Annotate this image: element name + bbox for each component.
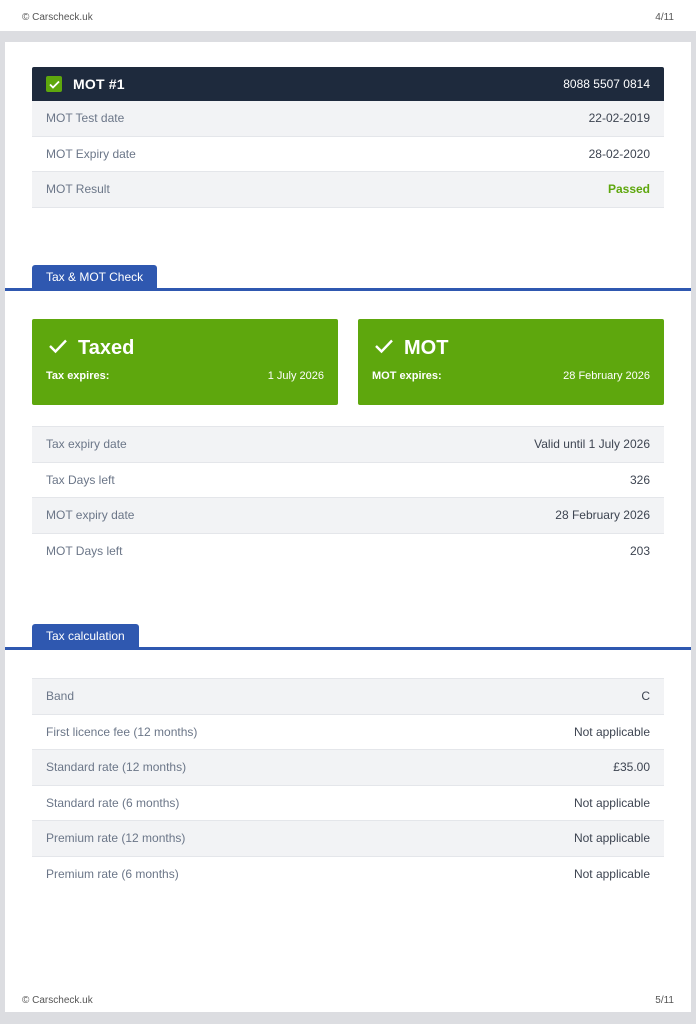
row-label: Tax Days left	[46, 472, 115, 487]
taxed-status-card	[32, 319, 338, 405]
row-label: Standard rate (12 months)	[46, 760, 187, 775]
mot-status-card	[358, 319, 664, 405]
row-label: Tax expiry date	[46, 437, 127, 452]
mot-row-expiry-date	[32, 137, 664, 173]
table-row	[32, 427, 664, 463]
table-row	[32, 498, 664, 534]
row-value: 22-02-2019	[588, 111, 650, 126]
mot-result-value: Passed	[607, 182, 650, 197]
row-value: 326	[629, 472, 650, 487]
row-value: Not applicable	[573, 795, 650, 810]
row-value: Not applicable	[573, 724, 650, 739]
section-divider	[5, 288, 691, 291]
row-value: 203	[629, 544, 650, 559]
row-label: Premium rate (6 months)	[46, 867, 179, 882]
tax-expires-label: Tax expires:	[46, 370, 110, 382]
tab-tax-mot-check: Tax & MOT Check	[32, 265, 157, 289]
mot-title: MOT	[404, 337, 449, 359]
row-label: Band	[46, 689, 75, 704]
mot-card-header	[32, 67, 664, 101]
row-value: £35.00	[613, 760, 650, 775]
row-label: MOT Days left	[46, 544, 123, 559]
tab-tax-calculation: Tax calculation	[32, 624, 139, 648]
tax-calculation-table	[32, 678, 664, 892]
row-value: Not applicable	[573, 831, 650, 846]
table-row	[32, 715, 664, 751]
mot-card-title: MOT #1	[73, 76, 125, 92]
row-value: C	[641, 689, 650, 704]
table-row	[32, 821, 664, 857]
table-row	[32, 786, 664, 822]
section-divider	[5, 647, 691, 650]
table-row	[32, 463, 664, 499]
checkmark-icon	[48, 338, 68, 359]
mot-expires-label: MOT expires:	[372, 370, 442, 382]
table-row	[32, 534, 664, 570]
mot-row-result	[32, 172, 664, 208]
prev-page-number: 4/11	[655, 12, 674, 23]
previous-page-footer	[0, 0, 696, 31]
row-label: Premium rate (12 months)	[46, 831, 186, 846]
check-icon	[46, 76, 62, 92]
row-label: MOT Result	[46, 182, 110, 197]
mot-expires-value: 28 February 2026	[563, 370, 650, 382]
row-label: MOT expiry date	[46, 508, 135, 523]
taxed-title: Taxed	[78, 337, 135, 359]
footer-copyright: © Carscheck.uk	[22, 995, 93, 1006]
row-value: Valid until 1 July 2026	[534, 437, 650, 452]
prev-copyright: © Carscheck.uk	[22, 12, 93, 23]
footer-page-number: 5/11	[655, 995, 674, 1006]
checkmark-icon	[374, 338, 394, 359]
row-label: Standard rate (6 months)	[46, 795, 180, 810]
row-label: MOT Test date	[46, 111, 125, 126]
table-row	[32, 857, 664, 893]
row-value: 28-02-2020	[588, 146, 650, 161]
report-page	[5, 42, 691, 1012]
row-value: Not applicable	[573, 867, 650, 882]
tax-expires-value: 1 July 2026	[267, 370, 324, 382]
table-row	[32, 679, 664, 715]
mot-test-number: 8088 5507 0814	[563, 77, 650, 91]
row-label: First licence fee (12 months)	[46, 724, 198, 739]
mot-history-card	[32, 67, 664, 208]
row-label: MOT Expiry date	[46, 146, 136, 161]
mot-row-test-date	[32, 101, 664, 137]
table-row	[32, 750, 664, 786]
row-value: 28 February 2026	[555, 508, 650, 523]
tax-mot-table	[32, 426, 664, 569]
